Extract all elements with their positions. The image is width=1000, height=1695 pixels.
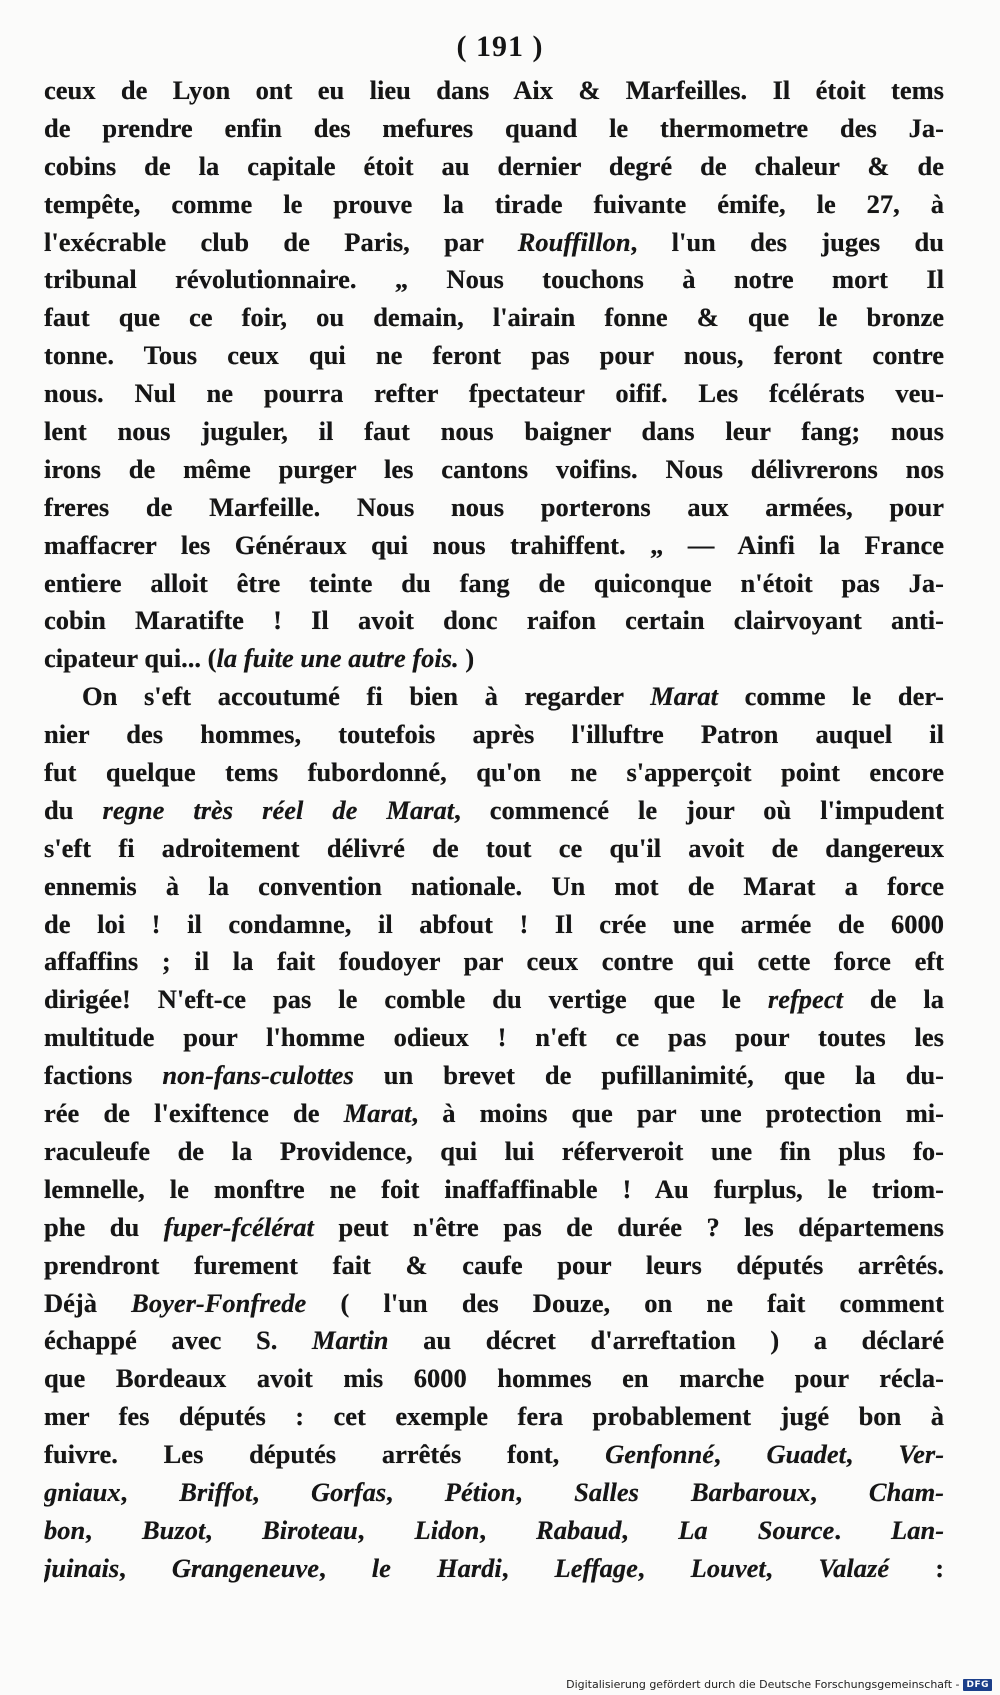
italic-text: Rouffillon <box>517 226 631 257</box>
text-line <box>44 981 944 1019</box>
text-segment: , <box>386 1476 445 1507</box>
text-line <box>44 261 944 299</box>
text-segment: irons de même purger les cantons voifins. Nous délivrerons nos <box>44 453 944 484</box>
italic-text: juinais <box>44 1552 120 1583</box>
text-line <box>44 1171 944 1209</box>
text-segment: , <box>479 1514 537 1545</box>
text-line <box>44 451 944 489</box>
italic-text: Cham- <box>868 1476 944 1507</box>
text-segment: On s'eft accoutumé fi bien à regarder <box>82 681 651 712</box>
body-text <box>44 72 944 1588</box>
text-segment: , <box>621 1514 679 1545</box>
text-line <box>44 943 944 981</box>
text-segment: nous. Nul ne pourra refter fpectateur oifif. Les fcélérats veu- <box>44 378 944 409</box>
italic-text: Martin <box>311 1325 389 1356</box>
text-segment: peut n'être pas de durée ? les départemens <box>313 1211 944 1242</box>
text-segment: , <box>119 1552 172 1583</box>
text-segment: de la <box>842 984 944 1015</box>
italic-text: non-fans-culottes <box>162 1060 354 1091</box>
text-line <box>44 868 944 906</box>
text-line <box>44 1095 944 1133</box>
text-segment: , <box>845 1439 899 1470</box>
text-segment: cobins de la capitale étoit au dernier degré de chaleur & de <box>44 150 944 181</box>
italic-text: Pétion <box>444 1476 516 1507</box>
italic-text: regne très réel de Marat <box>102 794 455 825</box>
italic-text: Grangeneuve <box>171 1552 320 1583</box>
text-segment: tribunal révolutionnaire. „ Nous touchons à notre mort Il <box>44 264 944 295</box>
italic-text: Salles <box>574 1476 639 1507</box>
text-line <box>44 489 944 527</box>
italic-text: Ver- <box>898 1439 944 1470</box>
text-line <box>44 413 944 451</box>
text-line <box>44 1550 944 1588</box>
text-segment: factions <box>44 1060 163 1091</box>
text-segment: faut que ce foir, ou demain, l'airain fonne & que le bronze <box>44 302 944 333</box>
text-line <box>44 1133 944 1171</box>
text-segment: , <box>120 1476 180 1507</box>
italic-text: Rabaud <box>536 1514 622 1545</box>
text-segment: , <box>810 1476 869 1507</box>
text-segment: échappé avec S. <box>44 1325 312 1356</box>
italic-text: gniaux <box>44 1476 121 1507</box>
italic-text: Lan- <box>891 1514 944 1545</box>
text-segment: , à moins que par une protection mi- <box>411 1098 944 1129</box>
text-line <box>44 299 944 337</box>
text-line <box>44 1436 944 1474</box>
text-segment: affaffins ; il la fait foudoyer par ceux contre qui cette force eft <box>44 946 944 977</box>
text-line <box>44 1209 944 1247</box>
text-segment: au décret d'arreftation ) a déclaré <box>388 1325 944 1356</box>
dfg-logo-icon: DFG <box>963 1679 992 1691</box>
text-segment: du <box>44 794 103 825</box>
text-segment: ) <box>458 643 475 674</box>
text-segment: , <box>357 1514 415 1545</box>
text-segment: freres de Marfeille. Nous nous porterons aux armées, pour <box>44 491 944 522</box>
text-segment: tempête, comme le prouve la tirade fuivante émife, le 27, à <box>44 188 944 219</box>
italic-text: Boyer-Fonfrede <box>131 1287 307 1318</box>
text-segment: , <box>319 1552 372 1583</box>
italic-text: Barbaroux <box>690 1476 811 1507</box>
text-segment: fut quelque tems fubordonné, qu'on ne s'apperçoit point encore <box>44 757 944 788</box>
text-segment <box>639 1477 691 1507</box>
text-segment: ennemis à la convention nationale. Un mot de Marat a force <box>44 870 944 901</box>
text-segment: , l'un des juges du <box>630 226 944 257</box>
text-segment: dirigée! N'eft-ce pas le comble du vertige que le <box>44 984 768 1015</box>
text-line <box>44 148 944 186</box>
text-segment: , <box>714 1439 767 1470</box>
text-line <box>44 565 944 603</box>
text-line <box>44 375 944 413</box>
text-segment: mer fes députés : cet exemple fera probablement jugé bon à <box>44 1401 944 1432</box>
italic-text: la fuite une autre fois. <box>216 643 459 674</box>
text-line <box>44 1322 944 1360</box>
page-number: ( 191 ) <box>456 30 544 63</box>
text-segment: ceux de Lyon ont eu lieu dans Aix & Marfeilles. Il étoit tems <box>44 75 944 105</box>
text-segment: , <box>515 1476 575 1507</box>
italic-text: Marat <box>343 1098 412 1129</box>
text-line <box>44 640 944 678</box>
text-segment: tonne. Tous ceux qui ne feront pas pour nous, feront contre <box>44 340 944 371</box>
italic-text: le Hardi <box>371 1552 502 1583</box>
text-line <box>44 716 944 754</box>
text-line <box>44 792 944 830</box>
text-segment: s'eft fi adroitement délivré de tout ce qu'il avoit de dangereux <box>44 832 944 863</box>
text-segment: . <box>834 1514 892 1545</box>
italic-text: Louvet <box>690 1552 766 1583</box>
italic-text: Lidon <box>414 1514 480 1545</box>
footer-credit: Digitalisierung gefördert durch die Deutsche Forschungsgemeinschaft - <box>566 1678 960 1691</box>
italic-text: Leffage <box>554 1552 638 1583</box>
text-segment: de prendre enfin des mefures quand le thermometre des Ja- <box>44 112 944 143</box>
text-segment: prendront furement fait & caufe pour leurs députés arrêtés. <box>44 1249 944 1280</box>
text-line <box>44 906 944 944</box>
text-line <box>44 224 944 262</box>
text-segment: l'exécrable club de Paris, par <box>44 226 518 257</box>
text-line <box>44 110 944 148</box>
text-line <box>44 1019 944 1057</box>
text-line <box>44 1360 944 1398</box>
text-segment: entiere alloit être teinte du fang de quiconque n'étoit pas Ja- <box>44 567 944 598</box>
text-segment: , commencé le jour où l'impudent <box>454 794 944 825</box>
text-line <box>44 830 944 868</box>
text-segment: : <box>889 1552 944 1583</box>
text-line <box>44 337 944 375</box>
italic-text: Genfonné <box>605 1439 715 1470</box>
text-segment: cobin Maratifte ! Il avoit donc raifon certain clairvoyant anti- <box>44 605 944 636</box>
text-segment: raculeufe de la Providence, qui lui réferveroit une fin plus fo- <box>44 1135 944 1166</box>
text-segment: phe du <box>44 1211 164 1242</box>
text-segment: cipateur qui... ( <box>44 643 217 674</box>
text-segment: un brevet de pufillanimité, que la du- <box>353 1060 944 1091</box>
text-segment: Déjà <box>44 1287 132 1318</box>
text-segment: que Bordeaux avoit mis 6000 hommes en marche pour récla- <box>44 1363 944 1394</box>
text-segment: , <box>205 1514 263 1545</box>
text-segment: de loi ! il condamne, il abfout ! Il crée une armée de 6000 <box>44 908 944 939</box>
text-line <box>44 1057 944 1095</box>
text-segment: multitude pour l'homme odieux ! n'eft ce pas pour toutes les <box>44 1022 944 1053</box>
italic-text: refpect <box>767 984 843 1015</box>
text-segment: lent nous juguler, il faut nous baigner dans leur fang; nous <box>44 416 944 447</box>
text-segment: nier des hommes, toutefois après l'illuftre Patron auquel il <box>44 719 944 750</box>
text-line <box>44 72 944 110</box>
text-segment: maffacrer les Généraux qui nous trahiffent. „ — Ainfi la France <box>44 529 944 560</box>
text-segment: , <box>501 1552 555 1583</box>
text-line <box>44 186 944 224</box>
italic-text: Biroteau <box>262 1514 358 1545</box>
text-segment: comme le der- <box>717 681 944 712</box>
italic-text: Valazé <box>818 1552 890 1583</box>
text-segment: ( l'un des Douze, on ne fait comment <box>306 1287 944 1318</box>
text-line <box>44 678 944 716</box>
italic-text: Briffot <box>179 1476 253 1507</box>
italic-text: Gorfas <box>311 1476 387 1507</box>
italic-text: Marat <box>650 681 718 712</box>
text-segment: rée de l'exiftence de <box>44 1098 344 1129</box>
text-line <box>44 1247 944 1285</box>
text-segment: , <box>637 1552 691 1583</box>
digitization-footer <box>566 1678 992 1691</box>
text-line <box>44 754 944 792</box>
text-line <box>44 602 944 640</box>
text-segment: , <box>252 1476 312 1507</box>
italic-text: bon <box>44 1514 86 1545</box>
italic-text: Guadet <box>766 1439 846 1470</box>
text-segment: , <box>765 1552 819 1583</box>
italic-text: Buzot <box>141 1514 206 1545</box>
text-line <box>44 1474 944 1512</box>
text-segment: , <box>85 1514 142 1545</box>
italic-text: fuper-fcélérat <box>163 1211 314 1242</box>
text-line <box>44 527 944 565</box>
text-line <box>44 1398 944 1436</box>
text-line <box>44 1512 944 1550</box>
text-segment: lemnelle, le monftre ne foit inaffaffinable ! Au furplus, le triom- <box>44 1173 944 1204</box>
italic-text: La Source <box>678 1514 835 1545</box>
text-line <box>44 1285 944 1323</box>
text-segment: fuivre. Les députés arrêtés font, <box>44 1439 606 1470</box>
